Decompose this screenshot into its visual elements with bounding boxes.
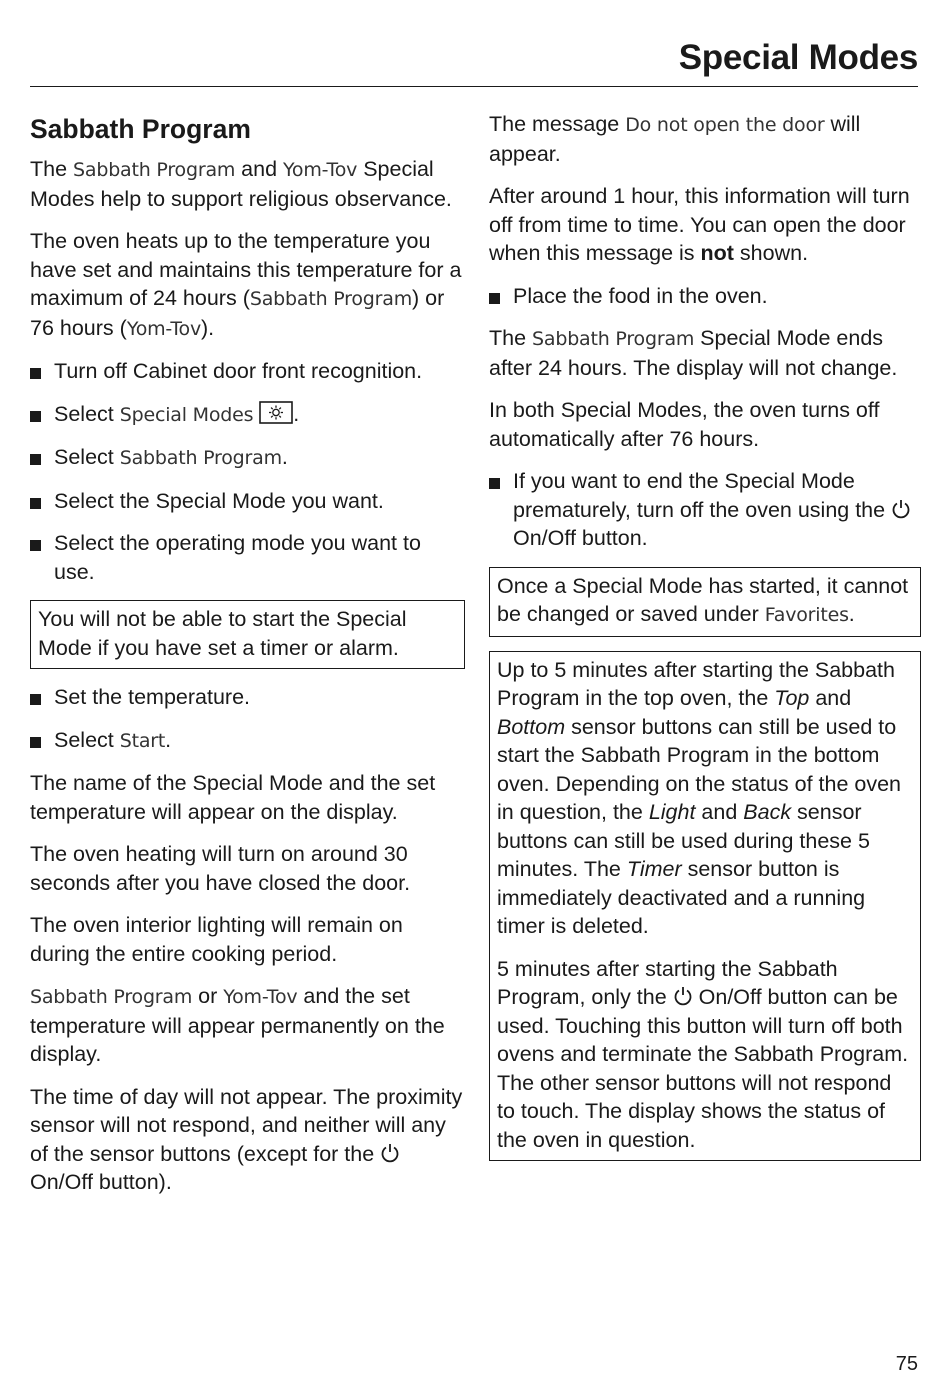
text: Select bbox=[54, 401, 120, 426]
text: If you want to end the Special Mode prematurely, turn off the oven using the bbox=[513, 469, 892, 522]
note-text bbox=[497, 955, 913, 1155]
step-turn-off-recognition: Turn off Cabinet door front recognition. bbox=[30, 357, 465, 386]
text: The oven heats up to the temperature you have set and maintains this temperature for a maximum of 24 hours ( bbox=[30, 229, 462, 310]
italic-text: Back bbox=[743, 800, 792, 824]
section-heading: Sabbath Program bbox=[30, 114, 251, 144]
name-paragraph: The name of the Special Mode and the set temperature will appear on the display. bbox=[30, 771, 436, 824]
power-icon bbox=[673, 985, 693, 1007]
heat-paragraph bbox=[30, 227, 465, 343]
after-hour-paragraph bbox=[489, 182, 921, 268]
text: and bbox=[235, 157, 284, 181]
time-paragraph bbox=[30, 1083, 465, 1197]
display-paragraph bbox=[30, 982, 465, 1069]
power-icon bbox=[380, 1142, 400, 1164]
text: Once a Special Mode has started, it cannot be changed or saved under bbox=[497, 573, 909, 626]
italic-text: Timer bbox=[626, 857, 682, 881]
display-text: Do not open the door bbox=[625, 114, 825, 136]
text: Up to 5 minutes after starting the Sabbath Program in the top oven, the bbox=[497, 657, 895, 710]
text: Select bbox=[54, 445, 120, 469]
step-place-food: Place the food in the oven. bbox=[489, 282, 921, 311]
step-select-operating-mode: Select the operating mode you want to use. bbox=[30, 529, 465, 586]
display-text: Start bbox=[119, 729, 166, 752]
ends-paragraph bbox=[489, 324, 921, 382]
page-header bbox=[30, 38, 918, 87]
step-set-temperature: Set the temperature. bbox=[30, 683, 465, 712]
text: and bbox=[695, 800, 744, 824]
page-title: Special Modes bbox=[678, 38, 918, 77]
display-text: Sabbath Program bbox=[249, 288, 413, 310]
text: sensor buttons can still be used during these 5 minutes. The bbox=[497, 800, 870, 881]
italic-text: Bottom bbox=[497, 714, 566, 739]
text: On/Off button can be used. Touching this button will turn off both ovens and terminate the Sabbath Program. The other sensor buttons will not respond to touch. The display shows the status of the oven in question. bbox=[497, 985, 909, 1152]
display-text: Special Modes bbox=[119, 403, 254, 426]
text: The message bbox=[489, 112, 626, 136]
note-box-timer bbox=[30, 600, 465, 669]
heating-paragraph: The oven heating will turn on around 30 seconds after you have closed the door. bbox=[30, 842, 411, 895]
text: and the set temperature will appear permanently on the display. bbox=[30, 984, 445, 1066]
text: and bbox=[809, 686, 852, 710]
page-number: 75 bbox=[895, 1353, 918, 1375]
text: On/Off button. bbox=[513, 526, 648, 550]
display-text: Sabbath Program bbox=[30, 986, 193, 1008]
text: will appear. bbox=[489, 112, 861, 166]
text: Select bbox=[54, 727, 120, 752]
text: . bbox=[848, 602, 855, 626]
power-icon bbox=[891, 498, 911, 520]
text: The time of day will not appear. The proximity sensor will not respond, and neither will any of the sensor buttons (except for the bbox=[30, 1084, 463, 1166]
note-text bbox=[497, 656, 913, 941]
display-text: Favorites bbox=[764, 604, 849, 626]
step-end-prematurely bbox=[489, 467, 921, 553]
text: sensor button is immediately deactivated and a running timer is deleted. bbox=[497, 857, 866, 938]
display-text: Sabbath Program bbox=[532, 328, 695, 350]
step-select-start bbox=[30, 726, 465, 756]
left-column bbox=[30, 110, 465, 1211]
both-modes-paragraph: In both Special Modes, the oven turns off automatically after 76 hours. bbox=[489, 398, 880, 451]
lighting-paragraph: The oven interior lighting will remain on during the entire cooking period. bbox=[30, 913, 403, 966]
text: . bbox=[293, 401, 300, 426]
special-modes-key-icon bbox=[259, 401, 293, 425]
display-text: Yom-Tov bbox=[223, 986, 298, 1008]
text: or bbox=[192, 984, 224, 1008]
display-text: Sabbath Program bbox=[73, 159, 236, 181]
note-box-sensor-buttons bbox=[489, 651, 921, 1162]
text: The bbox=[489, 326, 533, 350]
step-select-sabbath bbox=[30, 443, 465, 473]
italic-text: Top bbox=[774, 686, 810, 710]
message-paragraph bbox=[489, 110, 921, 168]
text: shown. bbox=[733, 241, 809, 265]
step-select-special-modes bbox=[30, 400, 465, 430]
display-text: Sabbath Program bbox=[119, 447, 282, 469]
text: sensor buttons can still be used to start the Sabbath Program in the bottom oven. Depending on the status of the oven in question, the bbox=[497, 714, 902, 824]
display-text: Yom-Tov bbox=[283, 159, 358, 181]
text: Special Mode ends after 24 hours. The display will not change. bbox=[489, 326, 898, 380]
text: Special Modes help to support religious observance. bbox=[30, 157, 452, 211]
note-text: You will not be able to start the Special Mode if you have set a timer or alarm. bbox=[38, 607, 407, 660]
note-text bbox=[497, 572, 913, 630]
text: ). bbox=[201, 315, 215, 340]
text: . bbox=[281, 445, 288, 469]
note-box-favorites bbox=[489, 567, 921, 637]
intro-paragraph bbox=[30, 155, 465, 213]
right-column bbox=[489, 110, 921, 1175]
bold-text: not bbox=[700, 241, 734, 265]
text: ) or 76 hours ( bbox=[30, 286, 445, 340]
text: After around 1 hour, this information will turn off from time to time. You can open the door when this message is bbox=[489, 184, 910, 265]
text: The bbox=[30, 157, 74, 181]
italic-text: Light bbox=[648, 800, 696, 824]
text: On/Off button). bbox=[30, 1170, 172, 1194]
step-select-mode: Select the Special Mode you want. bbox=[30, 487, 465, 516]
text: 5 minutes after starting the Sabbath Program, only the bbox=[497, 956, 838, 1009]
text: . bbox=[165, 727, 172, 752]
display-text: Yom-Tov bbox=[126, 317, 201, 340]
